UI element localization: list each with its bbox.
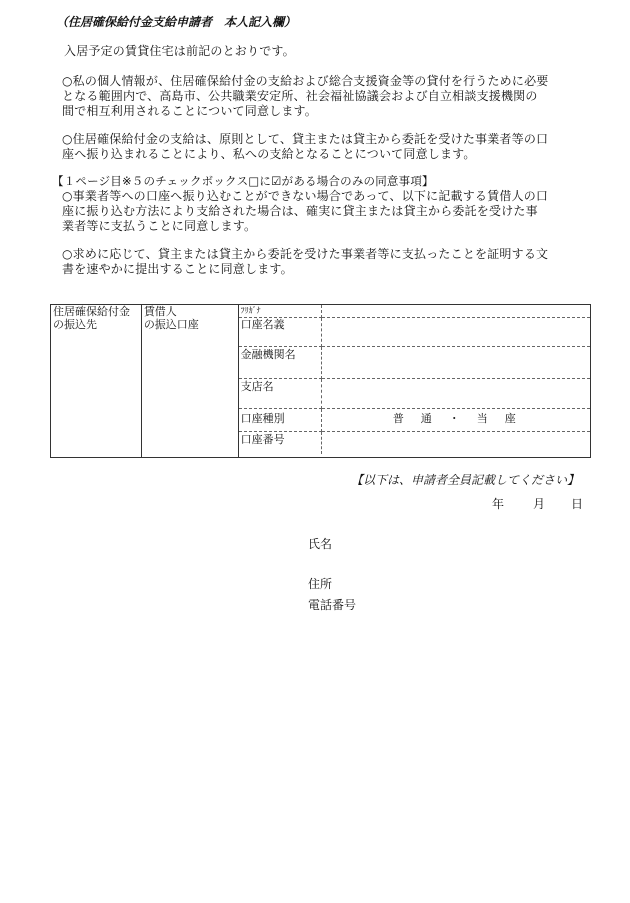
intro-text: 入居予定の賃貸住宅は前記のとおりです。 [64, 44, 295, 58]
date-day-label: 日 [571, 497, 584, 511]
consent-line: ○私の個人情報が、住居確保給付金の支給および総合支援資金等の貸付を行うために必要 [62, 74, 549, 88]
date-month-label: 月 [533, 497, 546, 511]
transfer-destination-cell [51, 305, 142, 458]
account-name-label: 口座名義 [239, 318, 322, 347]
account-type-label: 口座種別 [239, 409, 322, 432]
consent-line: 座に振り込む方法により支給された場合は、確実に貸主または貸主から委託を受けた事 [62, 204, 538, 218]
account-number-label: 口座番号 [239, 432, 322, 455]
tenant-account-label: 賃借人 [143, 305, 177, 318]
transfer-destination-label: 住居確保給付金 [53, 305, 130, 318]
checkbox-condition-note: 【１ページ目※５のチェックボックス□に☑がある場合のみの同意事項】 [52, 174, 434, 188]
account-details-cell [238, 305, 590, 458]
bank-name-field[interactable] [321, 347, 590, 379]
account-name-field[interactable] [321, 318, 590, 347]
branch-name-field[interactable] [321, 379, 590, 409]
bank-name-label: 金融機関名 [239, 347, 322, 379]
consent-personal-info [62, 74, 604, 119]
account-number-field[interactable] [321, 432, 590, 455]
account-type-options[interactable]: 普 通 ・ 当 座 [321, 409, 590, 432]
consent-line: ○求めに応じて、貸主または貸主から委託を受けた事業者等に支払ったことを証明する文 [62, 247, 549, 261]
consent-line: 書を速やかに提出することに同意します。 [62, 262, 293, 276]
consent-line: 業者等に支払うことに同意します。 [62, 219, 257, 233]
consent-payment-method [62, 132, 604, 162]
tenant-account-label: の振込口座 [143, 318, 199, 331]
applicant-address-label: 住所 [308, 577, 333, 591]
furigana-label: ﾌﾘｶﾞﾅ [239, 305, 322, 318]
section-heading: （住居確保給付金支給申請者 本人記入欄） [56, 15, 297, 29]
tenant-account-cell [141, 305, 238, 458]
applicant-name-label: 氏名 [308, 537, 333, 551]
bank-account-table [50, 304, 591, 458]
consent-line: となる範囲内で、高島市、公共職業安定所、社会福祉協議会および自立相談支援機関の [62, 89, 538, 103]
consent-tenant-account [62, 189, 604, 234]
consent-line: 座へ振り込まれることにより、私への支給となることについて同意します。 [62, 147, 476, 161]
applicant-phone-label: 電話番号 [308, 598, 357, 612]
consent-line: 間で相互利用されることについて同意します。 [62, 104, 318, 118]
furigana-field[interactable] [321, 305, 590, 318]
consent-line: ○住居確保給付金の支給は、原則として、貸主または貸主から委託を受けた事業者等の口 [62, 132, 549, 146]
transfer-destination-label: の振込先 [53, 318, 97, 331]
account-details-grid [239, 305, 590, 454]
branch-name-label: 支店名 [239, 379, 322, 409]
consent-line: ○事業者等への口座へ振り込むことができない場合であって、以下に記載する賃借人の口 [62, 189, 549, 203]
date-year-label: 年 [492, 497, 505, 511]
consent-proof-of-payment [62, 247, 604, 277]
all-applicants-note: 【以下は、申請者全員記載してください】 [350, 473, 579, 487]
